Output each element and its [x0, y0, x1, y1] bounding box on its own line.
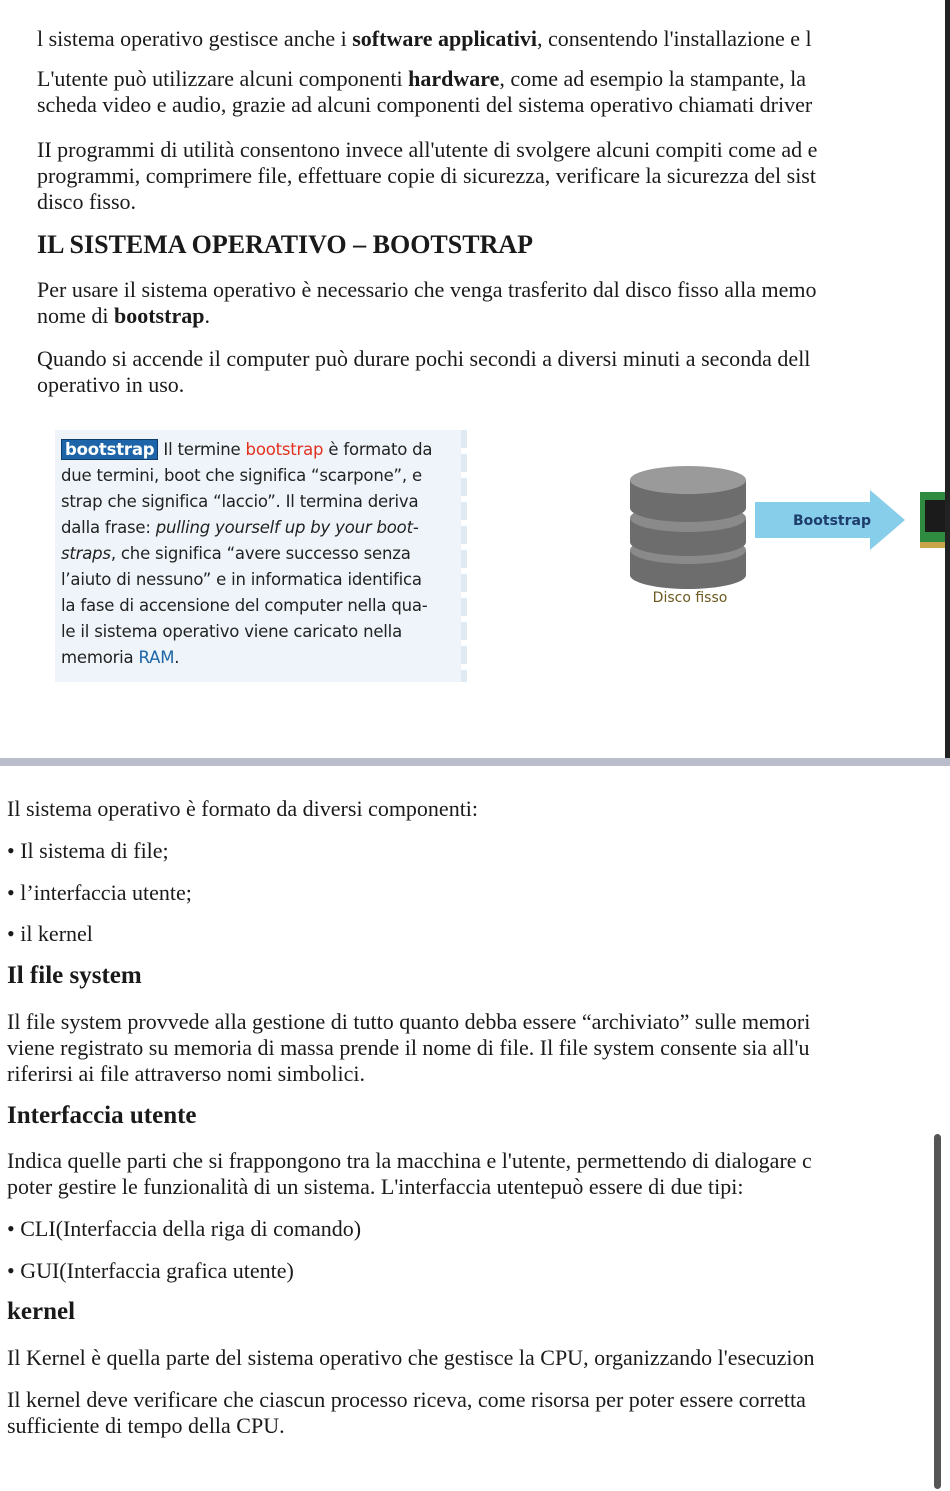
section-heading-bootstrap: IL SISTEMA OPERATIVO – BOOTSTRAP	[37, 230, 534, 259]
box-line-7: la fase di accensione del computer nella qua-	[61, 596, 428, 615]
file-system-heading: Il file system	[7, 962, 142, 989]
disk-label: Disco fisso	[652, 590, 728, 606]
kernel-heading: kernel	[7, 1298, 76, 1325]
paragraph-software: l sistema operativo gestisce anche i software applicativi, consentendo l'installazione e l	[37, 26, 812, 51]
file-system-line2: viene registrato su memoria di massa prende il nome di file. Il file system consente sia all'u	[7, 1035, 810, 1060]
bootstrap-diagram	[600, 450, 950, 620]
ui-type-bullet-gui: • GUI(Interfaccia grafica utente)	[7, 1258, 294, 1283]
hard-disk-icon	[630, 466, 746, 589]
box-line-8: le il sistema operativo viene caricato nella	[61, 622, 402, 641]
bootstrap-tag: bootstrap	[61, 439, 158, 460]
user-interface-line2: poter gestire le funzionalità di un sistema. L'interfaccia utentepuò essere di due tipi:	[7, 1174, 744, 1199]
page-edge	[945, 0, 950, 760]
paragraph-startup-line1: Quando si accende il computer può durare pochi secondi a diversi minuti a seconda dell	[37, 346, 811, 371]
paragraph-utility-line2: programmi, comprimere file, effettuare copie di sicurezza, verificare la sicurezza del sist	[37, 163, 816, 188]
paragraph-utility-line3: disco fisso.	[37, 189, 136, 214]
box-line-6: l’aiuto di nessuno” e in informatica identifica	[61, 570, 422, 589]
box-line-5: straps, che significa “avere successo senza	[61, 544, 411, 563]
paragraph-bootstrap-line1: Per usare il sistema operativo è necessario che venga trasferito dal disco fisso alla memo	[37, 277, 817, 302]
bold-term: hardware	[408, 66, 500, 91]
file-system-line3: riferirsi ai file attraverso nomi simbolici.	[7, 1061, 366, 1086]
bootstrap-definition-box	[55, 430, 467, 682]
paragraph-utility-line1: II programmi di utilità consentono invece all'utente di svolgere alcuni compiti come ad e	[37, 137, 818, 162]
box-edge-pattern	[461, 430, 467, 682]
vertical-scrollbar[interactable]	[934, 1134, 941, 1489]
box-line-2: due termini, boot che significa “scarpone”, e	[61, 466, 422, 485]
user-interface-heading: Interfaccia utente	[7, 1102, 197, 1129]
bold-term: bootstrap	[114, 303, 205, 328]
paragraph-hardware: L'utente può utilizzare alcuni componenti hardware, come ad esempio la stampante, la	[37, 66, 807, 91]
box-line-1: bootstrap Il termine bootstrap è formato da	[61, 440, 432, 459]
arrow-label: Bootstrap	[793, 513, 871, 529]
paragraph-hardware-line2: scheda video e audio, grazie ad alcuni componenti del sistema operativo chiamati driver	[37, 92, 813, 117]
component-bullet-3: • il kernel	[7, 921, 93, 946]
kernel-line1: Il Kernel è quella parte del sistema operativo che gestisce la CPU, organizzando l'esecuzion	[7, 1345, 815, 1370]
bold-term: software applicativi	[352, 26, 537, 51]
kernel-line2: Il kernel deve verificare che ciascun processo riceva, come risorsa per poter essere corretta	[7, 1387, 806, 1412]
components-intro: Il sistema operativo è formato da diversi componenti:	[7, 796, 479, 821]
box-line-3: strap che significa “laccio”. Il termina deriva	[61, 492, 419, 511]
component-bullet-1: • Il sistema di file;	[7, 838, 169, 863]
user-interface-line1: Indica quelle parti che si frappongono tra la macchina e l'utente, permettendo di dialogare c	[7, 1148, 812, 1173]
component-bullet-2: • l’interfaccia utente;	[7, 880, 192, 905]
file-system-line1: Il file system provvede alla gestione di tutto quanto debba essere “archiviato” sulle memori	[7, 1009, 811, 1034]
paragraph-startup-line2: operativo in uso.	[37, 372, 185, 397]
kernel-line3: sufficiente di tempo della CPU.	[7, 1413, 285, 1438]
box-line-9: memoria RAM.	[61, 648, 180, 667]
ui-type-bullet-cli: • CLI(Interfaccia della riga di comando)	[7, 1216, 362, 1241]
page-separator	[0, 758, 950, 766]
box-line-4: dalla frase: pulling yourself up by your boot-	[61, 518, 419, 537]
paragraph-bootstrap-line2: nome di bootstrap.	[37, 303, 210, 328]
